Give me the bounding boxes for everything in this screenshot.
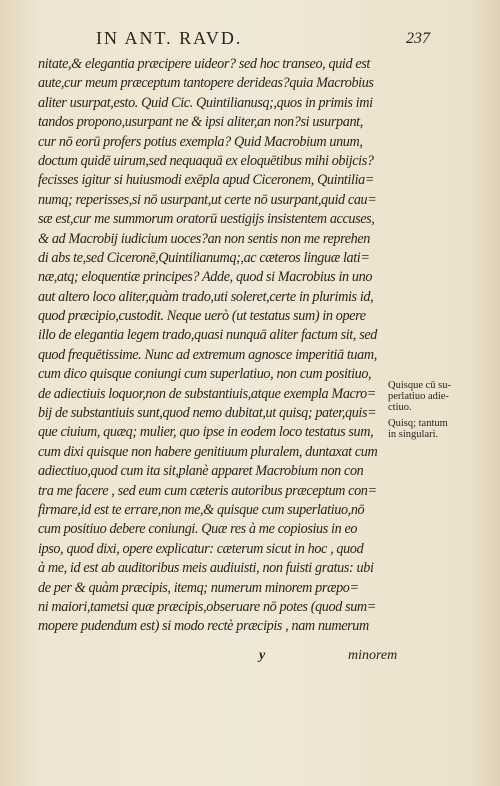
text-line: aute,cur meum præceptum tantopere derideas?quia Macrobius (38, 75, 374, 92)
text-line: cur nō eorū profers potius exempla? Quid Macrobium unum, (38, 133, 363, 150)
signature-mark: y (259, 648, 266, 663)
text-line: à me, id est ab auditoribus meis audiuisti, non fuisti gratus: ubi (38, 560, 374, 577)
margin-note-line: ctiuo. (388, 402, 412, 413)
text-line: fecisses igitur si huiusmodi exēpla apud Ciceronem, Quintilia= (38, 172, 375, 189)
page-number: 237 (406, 30, 430, 47)
text-line: mopere pudendum est) si modo rectè præcipis , nam numerum (38, 618, 369, 635)
margin-note-quisque-superlatiuo (388, 380, 492, 413)
text-line: & ad Macrobij iudicium uoces?an non sentis non me reprehen (38, 230, 370, 247)
text-line: quod præcipio,custodit. Neque uerò (ut testatus sum) in opere (38, 308, 366, 325)
text-line: aliter usurpat,esto. Quid Cic. Quintilianusq;,quos in primis imi (38, 94, 373, 111)
catchword: minorem (348, 648, 398, 663)
text-line: tandos propono,usurpant ne & ipsi aliter,an non?si usurpant, (38, 114, 363, 131)
text-line: cum dico quisque coniungi cum superlatiuo, non cum positiuo, (38, 366, 372, 383)
text-line: di abs te,sed Ciceronē,Quintilianumq;,ac cæteros linguæ lati= (38, 249, 370, 266)
margin-note-line: perlatiuo adie- (388, 391, 449, 402)
text-line: ni maiori,tametsi quæ præcipis,obseruare nō potes (quod sum= (38, 598, 376, 615)
margin-note-line: Quisq; tantum (388, 418, 448, 429)
running-head: IN ANT. RAVD. (96, 28, 243, 48)
text-line: aut altero loco aliter,quàm trado,uti soleret,certe in plurimis id, (38, 288, 374, 305)
margin-note-line: Quisque cū su- (388, 380, 451, 391)
text-line: tra me facere , sed eum cum cæteris autoribus præceptum con= (38, 482, 377, 499)
text-line: cum positiuo debere coniungi. Quæ res à me copiosius in eo (38, 521, 358, 538)
text-line: doctum quidē uirum,sed nequaquā ex eloquētibus mihi obijcis? (38, 152, 374, 169)
text-line: de adiectiuis loquor,non de substantiuis,atque exempla Macro= (38, 385, 376, 402)
text-line: cum dixi quisque non habere genitiuum pluralem, duntaxat cum (38, 443, 378, 460)
text-line: adiectiuo,quod cum ita sit,planè apparet Macrobium non con (38, 463, 364, 480)
text-line: ipso, quod dixi, opere explicatur: cæterum sicut in hoc , quod (38, 540, 364, 557)
margin-note-line: in singulari. (388, 429, 439, 440)
text-line: nitate,& elegantia præcipere uideor? sed hoc transeo, quid est (38, 56, 370, 72)
text-line: de per & quàm præcipis, itemq; numerum minorem præpo= (38, 579, 359, 596)
text-line: sæ est,cur me summorum oratorū uestigijs insistentem accuses, (38, 211, 375, 228)
text-line: numq; reperisses,si nō usurpant,ut certe nō usurpant,quid cau= (38, 191, 377, 208)
text-line: bij de substantiuis sunt,quod nemo dubitat,ut quisq; pater,quis= (38, 405, 377, 422)
body-text (38, 55, 388, 637)
text-line: firmare,id est te errare,non me,& quisque cum superlatiuo,nō (38, 501, 365, 518)
text-line: que ciuium, quæq; mulier, quo ipse in eodem loco testatus sum, (38, 424, 374, 441)
margin-note-quisque-singulari (388, 418, 492, 440)
text-line: næ,atq; eloquentiæ principes? Adde, quod si Macrobius in uno (38, 269, 373, 286)
text-line: illo de elegantia legem trado,quasi nunquā aliter factum sit, sed (38, 327, 377, 344)
text-line: quod frequētissime. Nunc ad extremum agnosce imperitiā tuam, (38, 346, 377, 363)
